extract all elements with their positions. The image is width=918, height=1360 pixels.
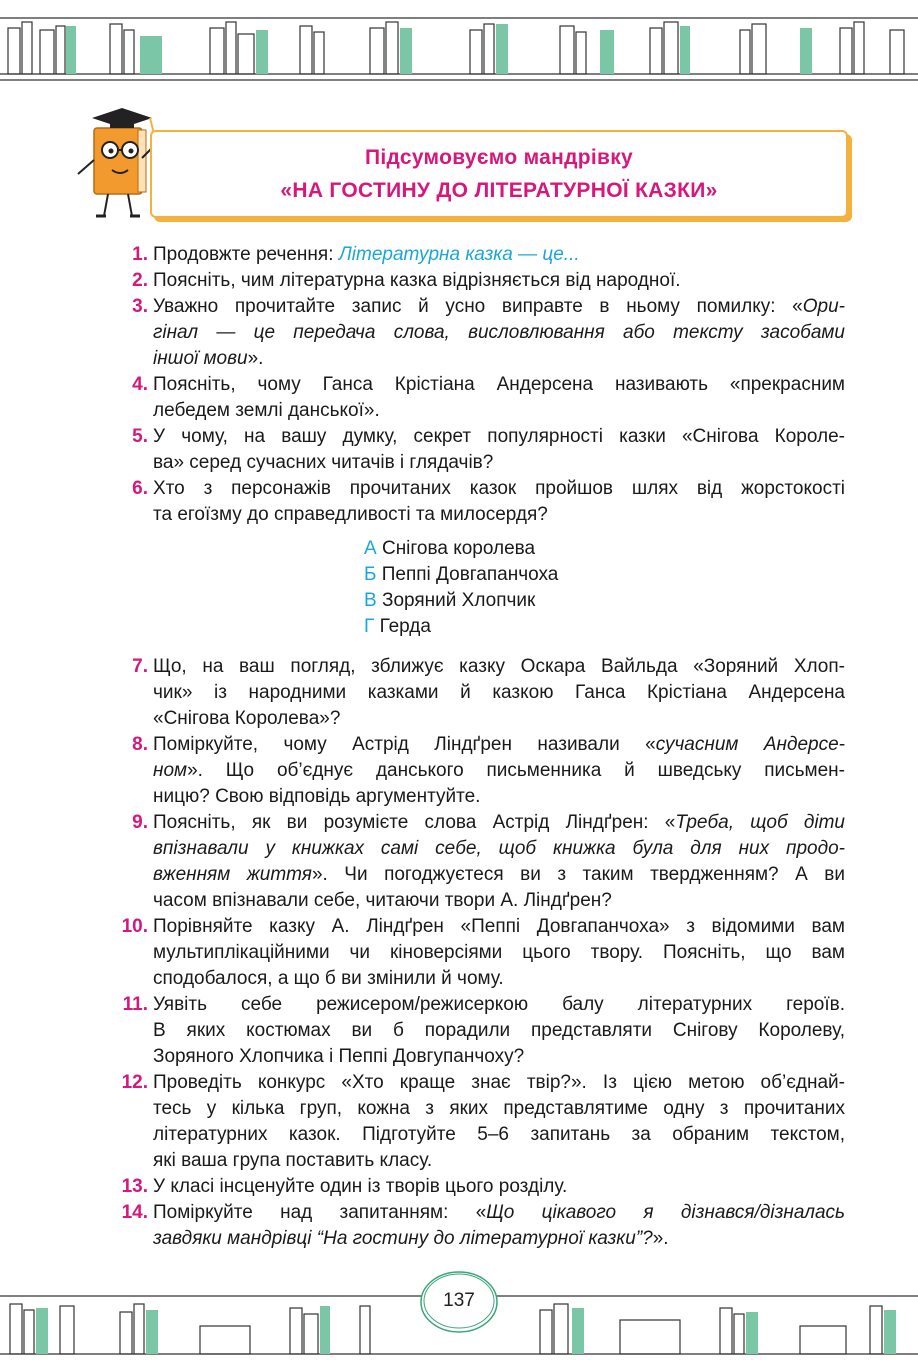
question-text: Порівняйте казку А. Ліндґрен «Пеппі Довгапанчоха» з відомими вам (153, 916, 845, 937)
question-number: 13. (121, 1176, 148, 1197)
question-text-italic: Треба, щоб діти (675, 812, 845, 833)
question-number: 11. (122, 994, 148, 1015)
question-number: 9. (132, 812, 148, 833)
question-text-italic: іншої мови (153, 348, 248, 369)
question-number: 10. (121, 916, 148, 937)
question-text: В яких костюмах ви б порадили представляти Снігову Королеву, (153, 1020, 845, 1041)
question-text: У чому, на вашу думку, секрет популярності казки «Снігова Короле- (153, 426, 845, 447)
option-text: Герда (374, 616, 431, 637)
answer-option (364, 536, 558, 562)
question-text-italic: гінал — це передача слова, висловлювання або тексту засобами (153, 322, 845, 343)
question-text: Уважно прочитайте запис й усно виправте в ньому помилку: « (153, 296, 803, 317)
question-text-italic: Ори- (802, 296, 845, 317)
question-text-emphasis: Літературна казка — це... (338, 244, 580, 265)
section-title-line1: Підсумовуємо мандрівку (364, 146, 634, 169)
question-number: 7. (132, 656, 148, 677)
question-text: лебедем землі данської». (153, 400, 380, 421)
question-text: «Снігова Королева»? (153, 708, 341, 729)
question-text-italic: ном (153, 760, 188, 781)
option-text: Снігова королева (376, 538, 536, 559)
question-text: часом впізнавали себе, читаючи твори А. Ліндґрен? (153, 890, 612, 911)
answer-option (364, 614, 558, 640)
question-text: чик» із народними казками й казкою Ганса Крістіана Андерсена (153, 682, 845, 703)
question-text-italic: Що цікавого я дізнався/дізналась (486, 1202, 845, 1223)
page-number-badge (418, 1266, 500, 1336)
question-number: 6. (132, 478, 148, 499)
question-text: Поміркуйте над запитанням: « (153, 1202, 487, 1223)
question-text: ва» серед сучасних читачів і глядачів? (153, 452, 494, 473)
question-text: Поясніть, чим літературна казка відрізняється від народної. (153, 270, 681, 291)
question-text: ». (652, 1228, 669, 1249)
question-number: 4. (132, 374, 148, 395)
question-text: ». Чи погоджуєтеся ви з таким твердженням? А ви (311, 864, 845, 885)
question-number: 2. (132, 270, 148, 291)
question-text: літературних казок. Підготуйте 5–6 запитань за обраним текстом, (153, 1124, 845, 1145)
question-text: Поміркуйте, чому Астрід Ліндґрен називали « (153, 734, 656, 755)
question-text: та егоїзму до справедливості та милосердя? (153, 504, 548, 525)
question-text: Уявіть себе режисером/режисеркою балу літературних героїв. (153, 994, 845, 1015)
question-number: 12. (121, 1072, 148, 1093)
section-title-box (150, 130, 848, 218)
question-text: Хто з персонажів прочитаних казок пройшов шлях від жорстокості (153, 478, 845, 499)
question-number: 8. (132, 734, 148, 755)
option-letter: Б (364, 564, 377, 585)
answer-option (364, 562, 558, 588)
question-text: ». Що об’єднує данського письменника й шведську письмен- (187, 760, 845, 781)
question-text-italic: впізнавали у книжках самі себе, щоб книжка була для них продо- (153, 838, 845, 859)
answer-option (364, 588, 558, 614)
question-text-italic: вженням життя (153, 864, 312, 885)
question-text: мультиплікаційними чи кіноверсіями цього твору. Поясніть, що вам (153, 942, 845, 963)
question-text: Зоряного Хлопчика і Пеппі Довгупанчоху? (153, 1046, 525, 1067)
question-text: Проведіть конкурс «Хто краще знає твір?». Із цією метою об’єднай- (153, 1072, 845, 1093)
question-text: Поясніть, чому Ганса Крістіана Андерсена називають «прекрасним (153, 374, 845, 395)
option-letter: А (364, 538, 377, 559)
question-text: У класі інсценуйте один із творів цього розділу. (153, 1176, 568, 1197)
option-text: Пеппі Довгапанчоха (376, 564, 559, 585)
answer-options (364, 536, 558, 640)
question-number: 1. (132, 244, 148, 265)
option-text: Зоряний Хлопчик (376, 590, 536, 611)
question-number: 5. (132, 426, 148, 447)
question-text: ницю? Свою відповідь аргументуйте. (153, 786, 481, 807)
question-number: 14. (121, 1202, 148, 1223)
section-title-line2: «НА ГОСТИНУ ДО ЛІТЕРАТУРНОЇ КАЗКИ» (280, 179, 718, 202)
question-text: які ваша група поставить класу. (153, 1150, 433, 1171)
question-text: Поясніть, як ви розумієте слова Астрід Ліндґрен: « (153, 812, 676, 833)
bookshelf-top-decoration (0, 0, 918, 86)
option-letter: Г (364, 616, 375, 637)
option-letter: В (364, 590, 377, 611)
question-text: ». (247, 348, 264, 369)
question-text-italic: сучасним Андерсе- (655, 734, 845, 755)
page-number: 137 (443, 1290, 475, 1311)
question-text-italic: завдяки мандрівці “На гостину до літературної казки”? (153, 1228, 653, 1249)
question-text: Що, на ваш погляд, зближує казку Оскара Вайльда «Зоряний Хлоп- (153, 656, 845, 677)
question-number: 3. (132, 296, 148, 317)
question-text: Продовжте речення: (153, 244, 339, 265)
question-text: сподобалося, а що б ви змінили й чому. (153, 968, 504, 989)
question-text: тесь у кілька груп, кожна з яких представлятиме одну з прочитаних (153, 1098, 845, 1119)
